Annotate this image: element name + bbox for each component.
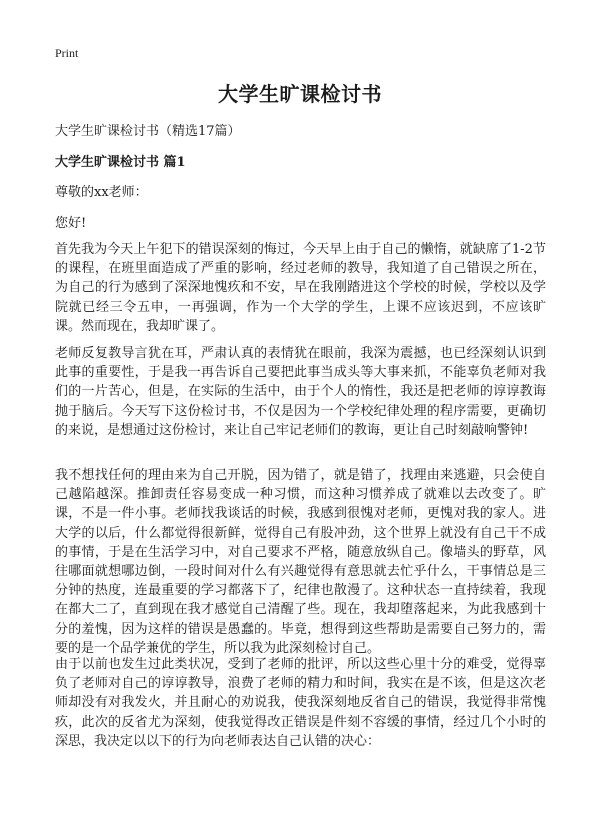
body-paragraph: 首先我为今天上午犯下的错误深刻的悔过，今天早上由于自己的懒惰，就缺席了1-2节的课程，在班里面造成了严重的影响，经过老师的教导，我知道了自己错误之所在，为自己的行为感到了深深地愧疚和不安，早在我刚踏进这个学校的时候，学校以及学院就已经三令五申，一再强调，作为一个大学的学生，上课不应该迟到，不应该旷课。然而现在，我却旷课了。	[55, 242, 546, 334]
document-subtitle: 大学生旷课检讨书（精选17篇）	[55, 124, 241, 139]
page-title: 大学生旷课检讨书	[218, 82, 382, 106]
body-paragraph: 我不想找任何的理由来为自己开脱，因为错了，就是错了，找理由来逃避，只会使自己越陷越深。推卸责任容易变成一种习惯，而这种习惯养成了就难以去改变了。旷课，不是一件小事。老师找我谈话的时候，我感到很愧对老师，更愧对我的家人。进大学的以后，什么都觉得很新鲜，觉得自己有股冲劲，这个世界上就没有自己干不成的事情，于是在生活学习中，对自己要求不严格，随意放纵自己。像墙头的野草，风往哪面就想哪边倒，一段时间对什么有兴趣觉得有意思就去忙乎什么，干事情总是三分钟的热度，连最重要的学习都落下了，纪律也散漫了。这种状态一直持续着，我现在都大二了，直到现在我才感觉自己清醒了些。现在，我却堕落起来，为此我感到十分的羞愧，因为这样的错误是愚蠢的。毕竟，想得到这些帮助是需要自己努力的，需要的是一个品学兼优的学生，所以我为此深刻检讨自己。	[55, 468, 546, 656]
body-paragraph: 老师反复教导言犹在耳，严肃认真的表情犹在眼前，我深为震撼，也已经深刻认识到此事的重要性，于是我一再告诉自己要把此事当成头等大事来抓，不能辜负老师对我们的一片苦心，但是，在实际的生活中，由于个人的惰性，我还是把老师的谆谆教诲抛于脑后。今天写下这份检讨书，不仅是因为一个学校纪律处理的程序需要，更确切的来说，是想通过这份检讨，来让自己牢记老师们的教诲，更让自己时刻敲响警钟!	[55, 346, 546, 438]
greeting: 您好!	[55, 216, 87, 231]
print-link[interactable]: Print	[55, 46, 79, 60]
salutation: 尊敬的xx老师：	[55, 185, 148, 200]
section-heading: 大学生旷课检讨书 篇1	[55, 155, 186, 170]
body-paragraph: 由于以前也发生过此类状况，受到了老师的批评，所以这些心里十分的难受，觉得辜负了老师对自己的谆谆教导，浪费了老师的精力和时间，我实在是不该，但是这次老师却没有对我发火，并且耐心的劝说我，使我深刻地反省自己的错误，我觉得非常愧疚，此次的反省尤为深刻，使我觉得改正错误是件刻不容缓的事情，经过几个小时的深思，我决定以以下的行为向老师表达自己认错的决心：	[55, 657, 546, 749]
